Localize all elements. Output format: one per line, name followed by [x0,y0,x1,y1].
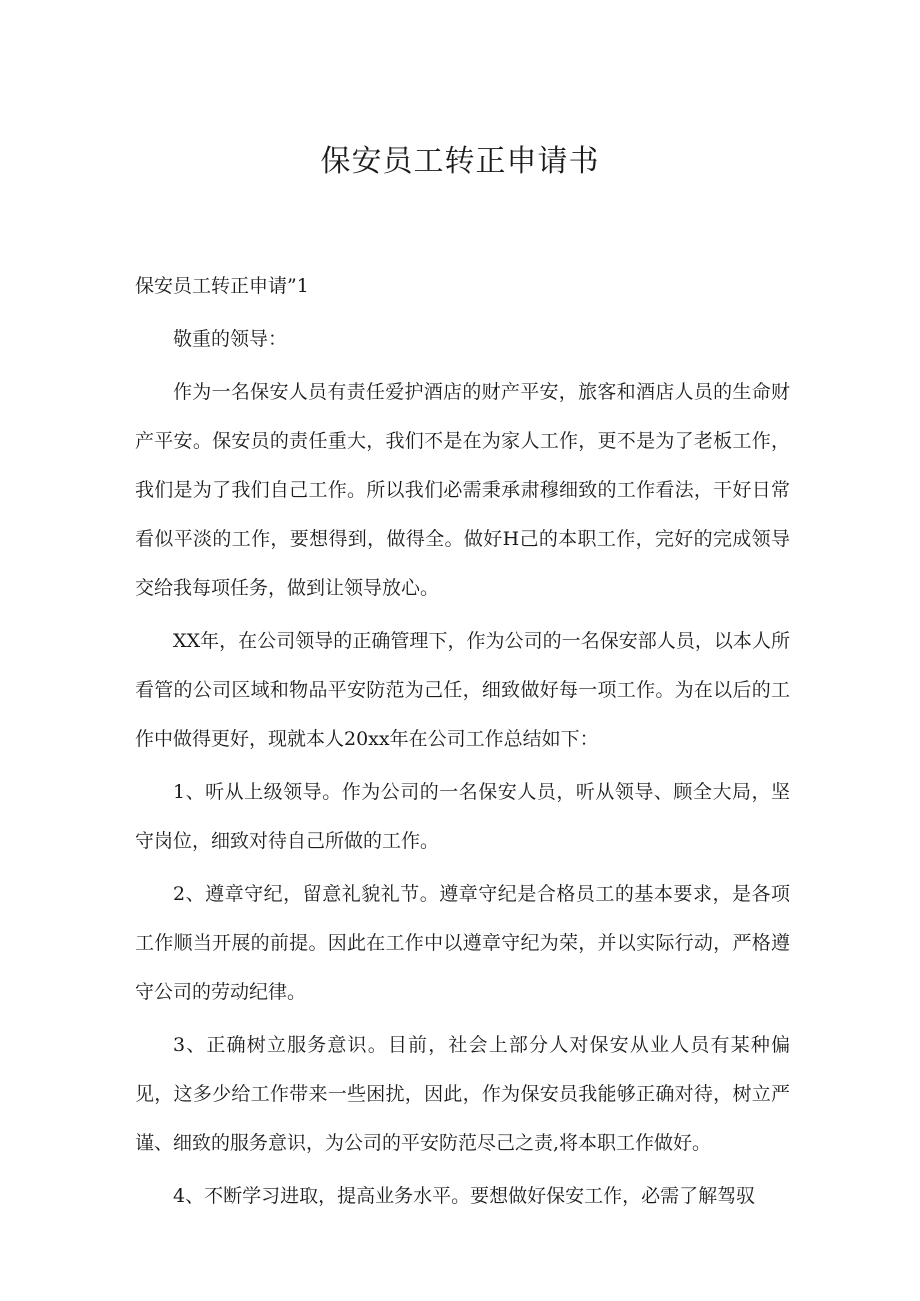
paragraph-summary: XX年，在公司领导的正确管理下，作为公司的一名保安部人员，以本人所看管的公司区域和物品平安防范为己任，细致做好每一项工作。为在以后的工作中做得更好，现就本人20xx年在公司工作总结如下： [135,630,790,750]
document-title: 保安员工转正申请书 [320,144,600,179]
paragraph-item-1: 1、听从上级领导。作为公司的一名保安人员，听从领导、顾全大局，坚守岗位，细致对待自己所做的工作。 [135,781,790,852]
paragraph-item-4: 4、不断学习进取，提高业务水平。要想做好保安工作，必需了解驾驭 [173,1185,756,1207]
paragraph-intro: 作为一名保安人员有责任爱护酒店的财产平安，旅客和酒店人员的生命财产平安。保安员的责任重大，我们不是在为家人工作，更不是为了老板工作，我们是为了我们自己工作。所以我们必需秉承肃穆细致的工作看法，干好日常看似平淡的工作，要想得到，做得全。做好H己的本职工作，完好的完成领导交给我每项任务，做到让领导放心。 [135,381,790,599]
paragraph-item-2: 2、遵章守纪，留意礼貌礼节。遵章守纪是合格员工的基本要求，是各项工作顺当开展的前提。因此在工作中以遵章守纪为荣，并以实际行动，严格遵守公司的劳动纪律。 [135,883,790,1003]
salutation: 敬重的领导： [173,328,288,350]
paragraph-item-3: 3、正确树立服务意识。目前，社会上部分人对保安从业人员有某种偏见，这多少给工作带来一些困扰，因此，作为保安员我能够正确对待，树立严谨、细致的服务意识，为公司的平安防范尽己之责,将本职工作做好。 [135,1034,790,1154]
section-heading: 保安员工转正申请”1 [135,275,309,297]
document-body [135,262,790,1221]
